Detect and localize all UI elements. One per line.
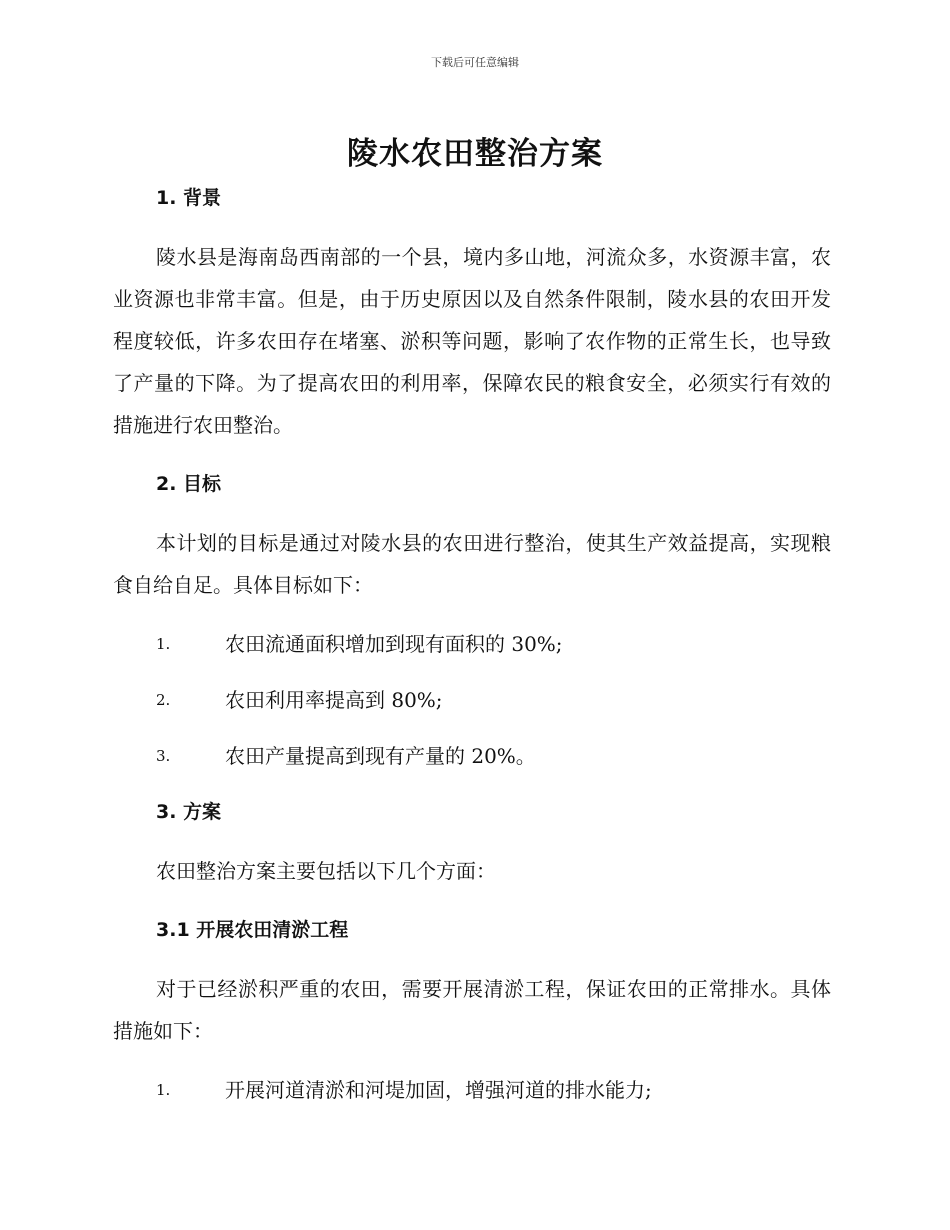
list-item [113,682,831,718]
list-text: 农田利用率提高到 80%; [225,688,443,712]
dredging-paragraph: 对于已经淤积严重的农田，需要开展清淤工程，保证农田的正常排水。具体措施如下： [113,977,831,1043]
list-item [113,1072,831,1108]
list-number: 2. [156,691,171,709]
list-item [113,626,831,662]
subsection-heading-dredging: 3.1 开展农田清淤工程 [156,919,349,941]
document-title: 陵水农田整治方案 [347,136,603,172]
section-heading-goals: 2. 目标 [156,473,222,495]
document-body [113,180,831,1128]
background-paragraph: 陵水县是海南岛西南部的一个县，境内多山地，河流众多，水资源丰富，农业资源也非常丰富。但是，由于历史原因以及自然条件限制，陵水县的农田开发程度较低，许多农田存在堵塞、淤积等问题，影响了农作物的正常生长，也导致了产量的下降。为了提高农田的利用率，保障农民的粮食安全，必须实行有效的措施进行农田整治。 [113,245,831,437]
goals-paragraph: 本计划的目标是通过对陵水县的农田进行整治，使其生产效益提高，实现粮食自给自足。具体目标如下： [113,531,831,597]
list-text: 农田产量提高到现有产量的 20%。 [225,744,536,768]
list-number: 1. [156,635,171,653]
header-note: 下载后可任意编辑 [431,56,519,69]
list-text: 农田流通面积增加到现有面积的 30%; [225,632,563,656]
list-text: 开展河道清淤和河堤加固，增强河道的排水能力; [225,1078,652,1102]
section-heading-background: 1. 背景 [156,187,222,209]
plan-paragraph: 农田整治方案主要包括以下几个方面： [156,859,496,883]
list-number: 1. [156,1081,171,1099]
section-heading-plan: 3. 方案 [156,801,222,823]
list-number: 3. [156,747,171,765]
list-item [113,738,831,774]
